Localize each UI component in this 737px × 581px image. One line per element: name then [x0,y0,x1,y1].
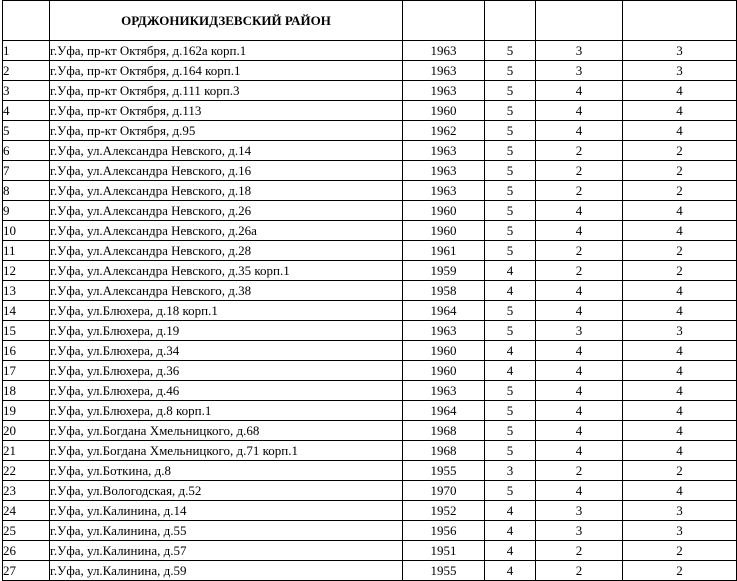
row-number-cell: 20 [3,421,50,441]
address-cell: г.Уфа, ул.Вологодская, д.52 [50,481,403,501]
value-1-cell: 3 [536,501,623,521]
address-cell: г.Уфа, пр-кт Октября, д.111 корп.3 [50,81,403,101]
value-1-cell: 4 [536,361,623,381]
table-row [3,321,737,341]
address-cell: г.Уфа, ул.Блюхера, д.34 [50,341,403,361]
row-number-cell: 22 [3,461,50,481]
address-cell: г.Уфа, ул.Блюхера, д.19 [50,321,403,341]
address-cell: г.Уфа, пр-кт Октября, д.164 корп.1 [50,61,403,81]
year-cell: 1963 [403,81,485,101]
address-cell: г.Уфа, ул.Александра Невского, д.16 [50,161,403,181]
year-cell: 1968 [403,441,485,461]
address-cell: г.Уфа, ул.Александра Невского, д.26 [50,201,403,221]
value-1-cell: 3 [536,321,623,341]
header-row [3,1,737,41]
table-row [3,401,737,421]
row-number-cell: 21 [3,441,50,461]
row-number-cell: 18 [3,381,50,401]
value-2-cell: 4 [623,421,737,441]
value-1-cell: 4 [536,201,623,221]
table-row [3,241,737,261]
value-2-cell: 4 [623,481,737,501]
table-row [3,301,737,321]
floors-cell: 5 [485,401,536,421]
year-cell: 1963 [403,181,485,201]
value-1-cell: 4 [536,381,623,401]
table-row [3,461,737,481]
value-2-cell: 2 [623,141,737,161]
year-cell: 1960 [403,221,485,241]
value-2-cell: 2 [623,161,737,181]
table-row [3,541,737,561]
address-cell: г.Уфа, пр-кт Октября, д.113 [50,101,403,121]
value-1-cell: 2 [536,461,623,481]
row-number-cell: 9 [3,201,50,221]
floors-cell: 5 [485,81,536,101]
address-cell: г.Уфа, ул.Калинина, д.55 [50,521,403,541]
value-2-cell: 4 [623,121,737,141]
year-cell: 1952 [403,501,485,521]
value-1-cell: 4 [536,281,623,301]
floors-cell: 5 [485,441,536,461]
floors-cell: 5 [485,381,536,401]
row-number-cell: 2 [3,61,50,81]
header-cell-empty [403,1,485,41]
table-row [3,141,737,161]
table-row [3,261,737,281]
table-row [3,481,737,501]
row-number-cell: 11 [3,241,50,261]
floors-cell: 5 [485,221,536,241]
floors-cell: 5 [485,101,536,121]
value-1-cell: 4 [536,101,623,121]
floors-cell: 5 [485,421,536,441]
value-1-cell: 2 [536,141,623,161]
value-1-cell: 2 [536,261,623,281]
table-row [3,421,737,441]
address-cell: г.Уфа, ул.Александра Невского, д.38 [50,281,403,301]
value-2-cell: 4 [623,201,737,221]
floors-cell: 5 [485,181,536,201]
table-row [3,561,737,581]
row-number-cell: 1 [3,41,50,61]
value-2-cell: 3 [623,501,737,521]
row-number-cell: 10 [3,221,50,241]
year-cell: 1970 [403,481,485,501]
floors-cell: 5 [485,241,536,261]
value-1-cell: 4 [536,81,623,101]
floors-cell: 5 [485,301,536,321]
address-cell: г.Уфа, ул.Блюхера, д.8 корп.1 [50,401,403,421]
value-1-cell: 2 [536,181,623,201]
value-2-cell: 4 [623,341,737,361]
value-2-cell: 3 [623,41,737,61]
table-row [3,381,737,401]
address-cell: г.Уфа, ул.Александра Невского, д.35 корп.1 [50,261,403,281]
value-2-cell: 4 [623,101,737,121]
row-number-cell: 16 [3,341,50,361]
address-cell: г.Уфа, ул.Блюхера, д.46 [50,381,403,401]
row-number-cell: 15 [3,321,50,341]
value-1-cell: 2 [536,241,623,261]
year-cell: 1963 [403,321,485,341]
value-2-cell: 4 [623,281,737,301]
floors-cell: 4 [485,261,536,281]
value-2-cell: 4 [623,221,737,241]
year-cell: 1958 [403,281,485,301]
table-row [3,221,737,241]
value-2-cell: 4 [623,401,737,421]
value-1-cell: 3 [536,61,623,81]
floors-cell: 5 [485,201,536,221]
header-cell-empty [3,1,50,41]
floors-cell: 5 [485,141,536,161]
value-2-cell: 2 [623,181,737,201]
row-number-cell: 25 [3,521,50,541]
table-row [3,441,737,461]
year-cell: 1955 [403,561,485,581]
floors-cell: 5 [485,321,536,341]
value-2-cell: 2 [623,561,737,581]
floors-cell: 5 [485,61,536,81]
table-row [3,41,737,61]
table-row [3,361,737,381]
table-row [3,121,737,141]
address-cell: г.Уфа, пр-кт Октября, д.95 [50,121,403,141]
address-cell: г.Уфа, ул.Блюхера, д.36 [50,361,403,381]
header-cell-empty [623,1,737,41]
header-cell-empty [485,1,536,41]
value-1-cell: 4 [536,421,623,441]
floors-cell: 3 [485,461,536,481]
year-cell: 1964 [403,301,485,321]
year-cell: 1956 [403,521,485,541]
value-1-cell: 3 [536,41,623,61]
year-cell: 1955 [403,461,485,481]
value-1-cell: 4 [536,341,623,361]
row-number-cell: 12 [3,261,50,281]
address-cell: г.Уфа, ул.Блюхера, д.18 корп.1 [50,301,403,321]
year-cell: 1962 [403,121,485,141]
row-number-cell: 26 [3,541,50,561]
address-cell: г.Уфа, ул.Калинина, д.59 [50,561,403,581]
value-2-cell: 3 [623,61,737,81]
value-2-cell: 2 [623,261,737,281]
row-number-cell: 3 [3,81,50,101]
address-cell: г.Уфа, ул.Боткина, д.8 [50,461,403,481]
year-cell: 1968 [403,421,485,441]
row-number-cell: 27 [3,561,50,581]
floors-cell: 5 [485,121,536,141]
table-row [3,201,737,221]
value-1-cell: 2 [536,161,623,181]
value-1-cell: 4 [536,401,623,421]
row-number-cell: 7 [3,161,50,181]
value-2-cell: 3 [623,321,737,341]
year-cell: 1963 [403,41,485,61]
year-cell: 1960 [403,201,485,221]
year-cell: 1963 [403,141,485,161]
value-2-cell: 4 [623,301,737,321]
year-cell: 1963 [403,161,485,181]
value-2-cell: 4 [623,381,737,401]
floors-cell: 4 [485,541,536,561]
floors-cell: 4 [485,341,536,361]
table-body [3,1,737,581]
year-cell: 1960 [403,341,485,361]
row-number-cell: 13 [3,281,50,301]
floors-cell: 4 [485,281,536,301]
row-number-cell: 5 [3,121,50,141]
value-1-cell: 4 [536,481,623,501]
address-cell: г.Уфа, ул.Александра Невского, д.14 [50,141,403,161]
floors-cell: 4 [485,361,536,381]
value-1-cell: 2 [536,541,623,561]
value-2-cell: 4 [623,81,737,101]
row-number-cell: 4 [3,101,50,121]
year-cell: 1961 [403,241,485,261]
value-2-cell: 2 [623,241,737,261]
address-cell: г.Уфа, ул.Богдана Хмельницкого, д.68 [50,421,403,441]
value-2-cell: 2 [623,541,737,561]
value-1-cell: 4 [536,301,623,321]
value-1-cell: 4 [536,221,623,241]
value-1-cell: 2 [536,561,623,581]
address-cell: г.Уфа, ул.Калинина, д.57 [50,541,403,561]
table-row [3,341,737,361]
table-row [3,61,737,81]
table-row [3,281,737,301]
row-number-cell: 14 [3,301,50,321]
address-cell: г.Уфа, ул.Александра Невского, д.26а [50,221,403,241]
row-number-cell: 24 [3,501,50,521]
floors-cell: 4 [485,561,536,581]
table-row [3,501,737,521]
district-housing-table [2,0,737,581]
year-cell: 1960 [403,101,485,121]
year-cell: 1960 [403,361,485,381]
table-row [3,161,737,181]
value-2-cell: 4 [623,441,737,461]
row-number-cell: 17 [3,361,50,381]
year-cell: 1959 [403,261,485,281]
value-2-cell: 3 [623,521,737,541]
address-cell: г.Уфа, ул.Александра Невского, д.18 [50,181,403,201]
floors-cell: 4 [485,501,536,521]
row-number-cell: 6 [3,141,50,161]
value-1-cell: 3 [536,521,623,541]
table-row [3,521,737,541]
district-title: ОРДЖОНИКИДЗЕВСКИЙ РАЙОН [50,1,403,41]
table-row [3,181,737,201]
value-2-cell: 4 [623,361,737,381]
address-cell: г.Уфа, ул.Александра Невского, д.28 [50,241,403,261]
year-cell: 1963 [403,61,485,81]
row-number-cell: 23 [3,481,50,501]
year-cell: 1951 [403,541,485,561]
table-row [3,81,737,101]
floors-cell: 4 [485,521,536,541]
table-row [3,101,737,121]
address-cell: г.Уфа, ул.Калинина, д.14 [50,501,403,521]
floors-cell: 5 [485,161,536,181]
row-number-cell: 8 [3,181,50,201]
year-cell: 1964 [403,401,485,421]
address-cell: г.Уфа, ул.Богдана Хмельницкого, д.71 корп.1 [50,441,403,461]
value-1-cell: 4 [536,441,623,461]
row-number-cell: 19 [3,401,50,421]
address-cell: г.Уфа, пр-кт Октября, д.162а корп.1 [50,41,403,61]
header-cell-empty [536,1,623,41]
floors-cell: 5 [485,481,536,501]
year-cell: 1963 [403,381,485,401]
value-1-cell: 4 [536,121,623,141]
floors-cell: 5 [485,41,536,61]
value-2-cell: 2 [623,461,737,481]
